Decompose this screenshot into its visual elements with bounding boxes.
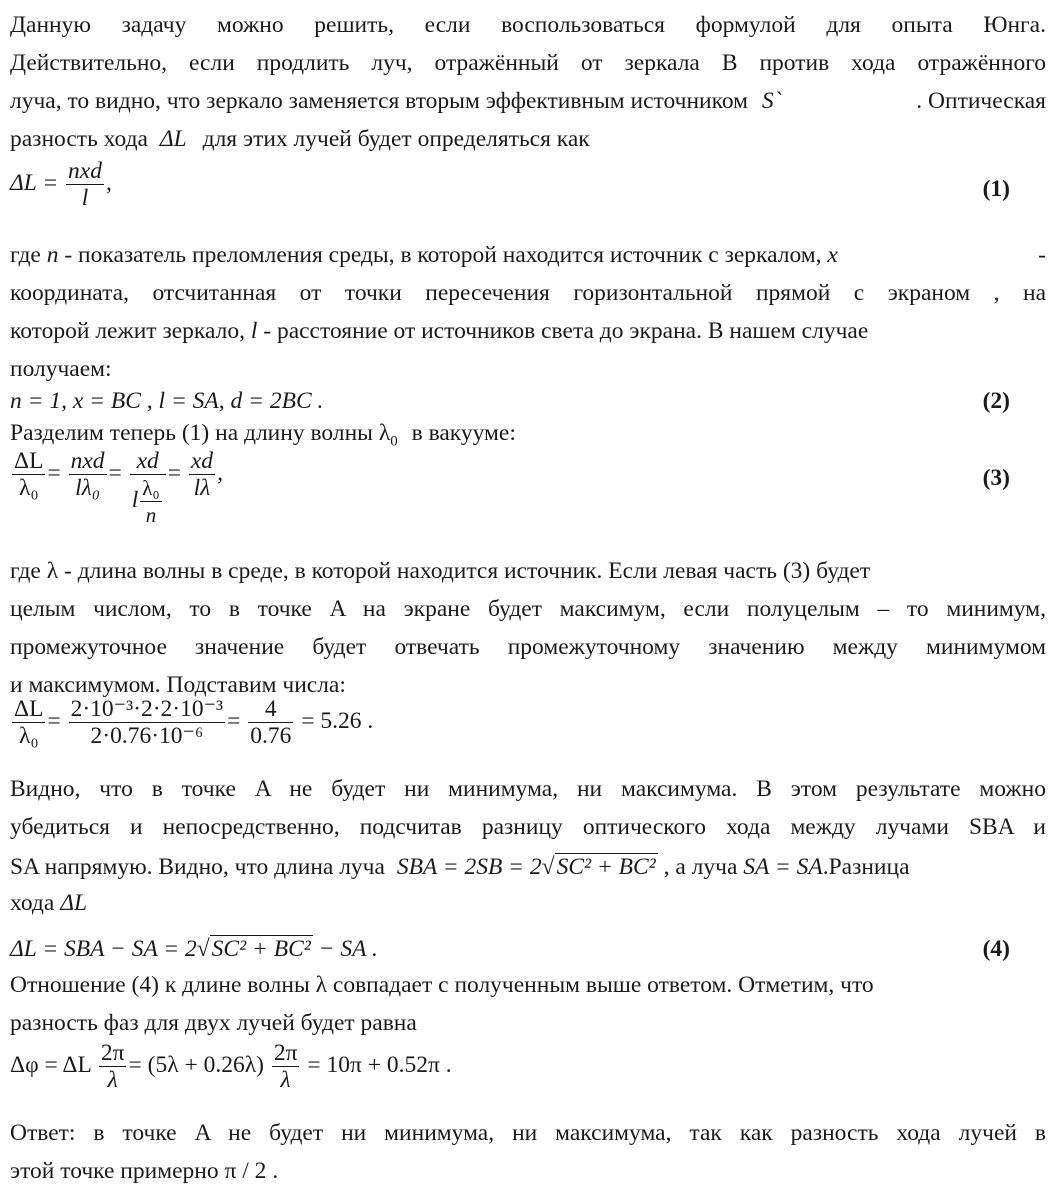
text-line: SA напрямую. Видно, что длина луча SBA = 2SB = 2√SC² + BC² , а луча SA = SA.Разница <box>10 854 910 880</box>
text-line: разность фаз для двух лучей будет равна <box>10 1010 417 1036</box>
equation-4: ΔL = SBA − SA = 2√SC² + BC² − SA . <box>10 936 378 962</box>
text-line: луча, то видно, что зеркало заменяется вторым эффективным источником S` . Оптическая <box>10 88 1046 114</box>
equation-number: (4) <box>982 936 1010 962</box>
text-line: хода ΔL <box>10 890 88 916</box>
text-line: и максимумом. Подставим числа: <box>10 672 346 698</box>
text-line: Разделим теперь (1) на длину волны $\lambda_0$ в вакууме: <box>10 420 516 450</box>
text-line: где λ - длина волны в среде, в которой находится источник. Если левая часть (3) будет <box>10 558 871 584</box>
text-line: которой лежит зеркало, l - расстояние от источников света до экрана. В нашем случае <box>10 318 869 344</box>
equation-3: $\frac{\Delta L}{\text{λ₀}}$ = $\frac{\text{nxd}}{\text{lλ₀}}$ = xd l $\frac{\text{λ₀}}{n}$ = $\frac{xd}{l\lambda}$ , <box>14 448 223 527</box>
text-line: промежуточное значение будет отвечать промежуточному значению между минимумом <box>10 634 1046 660</box>
equation-phase: Δφ = ΔL $\frac{2\pi}{\lambda}$ = (5λ + 0.26λ) $\frac{2\pi}{\lambda}$ = 10π + 0.52π . <box>10 1040 452 1093</box>
symbol-s-prime: S` <box>761 88 782 114</box>
answer-line: Ответ: в точке A не будет ни минимума, ни максимума, так как разность хода лучей в <box>10 1120 1046 1146</box>
equation-number: (3) <box>982 465 1010 491</box>
answer-line: этой точке примерно π / 2 . <box>10 1158 279 1184</box>
text-line: убедиться и непосредственно, подсчитав разницу оптического хода между лучами SBA и <box>10 814 1046 840</box>
equation-number: (2) <box>982 388 1010 414</box>
text-line: Отношение (4) к длине волны λ совпадает с полученным выше ответом. Отметим, что <box>10 972 874 998</box>
equation-1: ΔL = $\frac{\text{nxd}}{l}$ , <box>10 158 112 211</box>
text-line: получаем: <box>10 356 112 382</box>
symbol-delta-l: ΔL <box>159 126 187 152</box>
text-line: целым числом, то в точке A на экране будет максимум, если полуцелым – то минимум, <box>10 596 1046 622</box>
text-line: разность хода ΔL для этих лучей будет определяться как <box>10 126 590 152</box>
text-line: Данную задачу можно решить, если воспользоваться формулой для опыта Юнга. <box>10 12 1046 38</box>
text-line: где n - показатель преломления среды, в которой находится источник с зеркалом, x - <box>10 242 1046 268</box>
equation-2: n = 1, x = BC , l = SA, d = 2BC . <box>10 388 324 414</box>
text-line: координата, отсчитанная от точки пересечения горизонтальной прямой с экраном , на <box>10 280 1046 306</box>
text-line: Видно, что в точке A не будет ни минимума, ни максимума. В этом результате можно <box>10 776 1046 802</box>
text-line: Действительно, если продлить луч, отражённый от зеркала B против хода отражённого <box>10 50 1046 76</box>
equation-number: (1) <box>982 176 1010 202</box>
equation-substitution: $\frac{\Delta L}{\text{λ₀}}$ = $\frac{\text{2·10⁻³·2·2·10⁻³}}{\text{2·0.76·10⁻⁶}}$ = $\frac{4}{0.76}$ = 5.26 . <box>14 696 374 749</box>
